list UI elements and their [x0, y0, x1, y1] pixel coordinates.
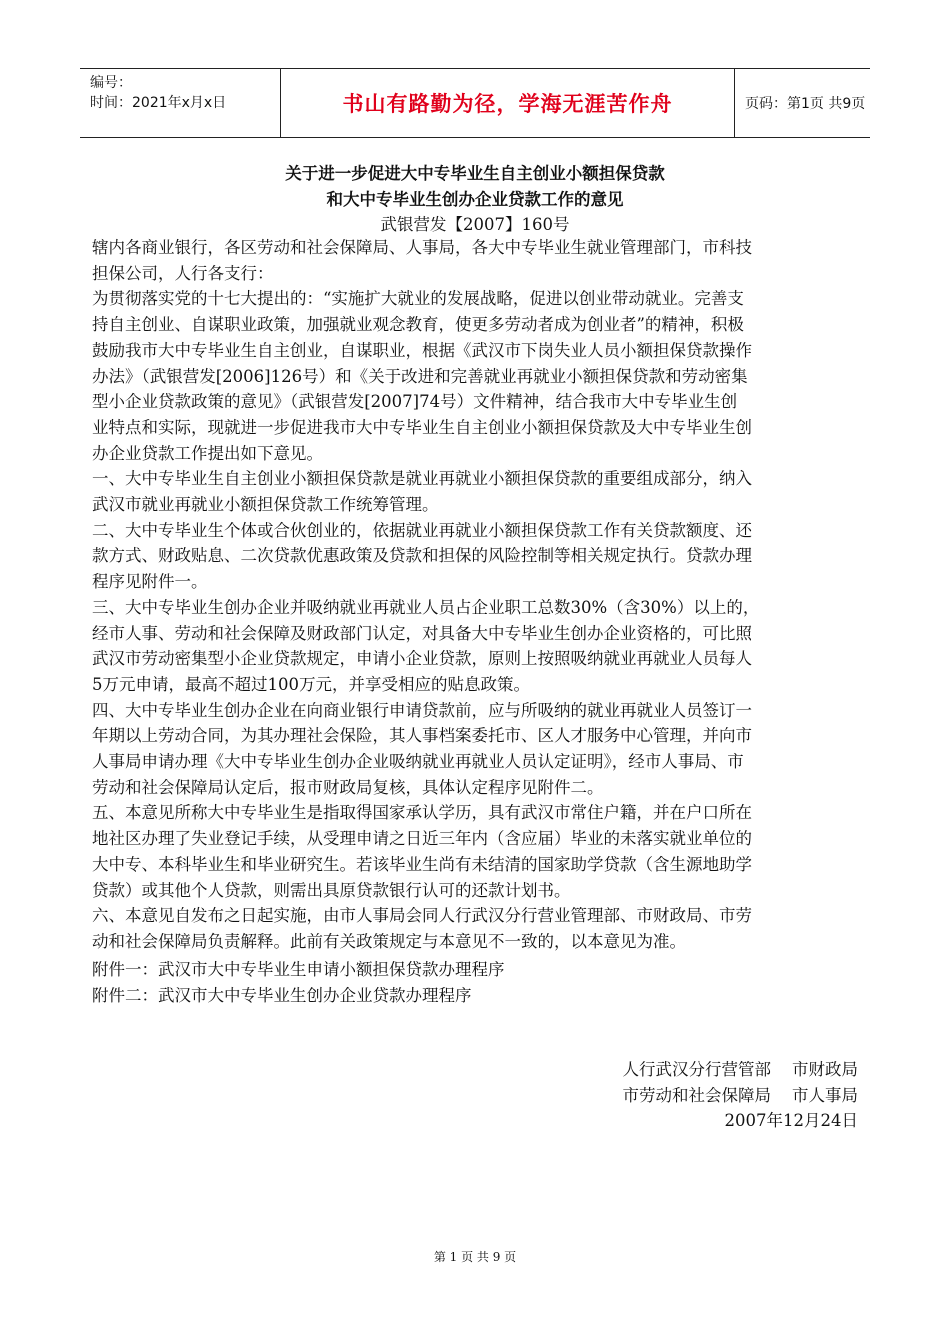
- body-line: 为贯彻落实党的十七大提出的：“实施扩大就业的发展战略，促进以创业带动就业。完善支: [92, 289, 744, 309]
- header-left-cell: [80, 69, 280, 137]
- body-line: 经市人事、劳动和社会保障及财政部门认定，对具备大中专毕业生创办企业资格的，可比照: [92, 623, 752, 643]
- body-line: 持自主创业、自谋职业政策，加强就业观念教育，使更多劳动者成为创业者”的精神，积极: [92, 315, 744, 335]
- body-line: 人事局申请办理《大中专毕业生创办企业吸纳就业再就业人员认定证明》，经市人事局、市: [92, 752, 744, 771]
- body-line: 三、大中专毕业生创办企业并吸纳就业再就业人员占企业职工总数30%（含30%）以上的，: [92, 597, 760, 617]
- attachment-2: 附件二：武汉市大中专毕业生创办企业贷款办理程序: [92, 986, 472, 1005]
- body-line: 六、本意见自发布之日起实施，由市人事局会同人行武汉分行营业管理部、市财政局、市劳: [92, 906, 752, 926]
- motto-text: 书山有路勤为径，学海无涯苦作舟: [342, 92, 673, 116]
- body-line: 款方式、财政贴息、二次贷款优惠政策及贷款和担保的风险控制等相关规定执行。贷款办理: [92, 546, 752, 566]
- header-motto-cell: [280, 69, 735, 137]
- body-line: 型小企业贷款政策的意见》（武银营发[2007]74号）文件精神，结合我市大中专毕业生创: [92, 392, 738, 412]
- body-line: 年期以上劳动合同，为其办理社会保险，其人事档案委托市、区人才服务中心管理，并向市: [92, 726, 752, 746]
- document-header: [80, 68, 870, 138]
- signature-line-1: 人行武汉分行营管部 市财政局: [622, 1060, 858, 1079]
- page-footer: 第 1 页 共 9 页: [433, 1250, 517, 1264]
- body-line: 四、大中专毕业生创办企业在向商业银行申请贷款前，应与所吸纳的就业再就业人员签订一: [92, 700, 752, 720]
- document-number: 武银营发【2007】160号: [380, 215, 570, 234]
- body-line: 辖内各商业银行，各区劳动和社会保障局、人事局，各大中专毕业生就业管理部门，市科技: [92, 238, 752, 257]
- body-line: 地社区办理了失业登记手续，从受理申请之日近三年内（含应届）毕业的未落实就业单位的: [92, 829, 752, 849]
- body-line: 动和社会保障局负责解释。此前有关政策规定与本意见不一致的，以本意见为准。: [92, 931, 686, 951]
- body-line: 程序见附件一。: [92, 572, 208, 592]
- signature-date: 2007年12月24日: [724, 1111, 858, 1130]
- body-line: 五、本意见所称大中专毕业生是指取得国家承认学历，具有武汉市常住户籍，并在户口所在: [92, 803, 752, 823]
- body-line: 大中专、本科毕业生和毕业研究生。若该毕业生尚有未结清的国家助学贷款（含生源地助学: [92, 854, 752, 874]
- date-label: 时间：2021年x月x日: [90, 95, 227, 111]
- body-line: 担保公司，人行各支行：: [92, 263, 274, 283]
- body-line: 二、大中专毕业生个体或合伙创业的，依据就业再就业小额担保贷款工作有关贷款额度、还: [92, 520, 752, 540]
- body-line: 一、大中专毕业生自主创业小额担保贷款是就业再就业小额担保贷款的重要组成部分，纳入: [92, 469, 752, 489]
- body-line: 劳动和社会保障局认定后，报市财政局复核，具体认定程序见附件二。: [92, 777, 604, 797]
- body-line: 贷款）或其他个人贷款，则需出具原贷款银行认可的还款计划书。: [92, 880, 571, 900]
- signature-line-2: 市劳动和社会保障局 市人事局: [622, 1086, 858, 1105]
- attachment-1: 附件一：武汉市大中专毕业生申请小额担保贷款办理程序: [92, 960, 505, 979]
- body-line: 办法》（武银营发[2006]126号）和《关于改进和完善就业再就业小额担保贷款和劳动密集: [92, 366, 748, 386]
- document-title-line-2: 和大中专毕业生创办企业贷款工作的意见: [326, 190, 624, 209]
- body-line: 5万元申请，最高不超过100万元，并享受相应的贴息政策。: [92, 674, 530, 694]
- header-page-cell: [735, 69, 870, 137]
- body-line: 鼓励我市大中专毕业生自主创业，自谋职业，根据《武汉市下岗失业人员小额担保贷款操作: [92, 340, 752, 360]
- body-line: 武汉市劳动密集型小企业贷款规定，申请小企业贷款，原则上按照吸纳就业再就业人员每人: [92, 649, 752, 669]
- body-line: 业特点和实际，现就进一步促进我市大中专毕业生自主创业小额担保贷款及大中专毕业生创: [92, 417, 752, 437]
- body-line: 武汉市就业再就业小额担保贷款工作统筹管理。: [92, 495, 439, 514]
- body-line: 办企业贷款工作提出如下意见。: [92, 443, 323, 463]
- page-info: 页码：第1页 共9页: [745, 96, 866, 112]
- number-label: 编号：: [90, 75, 132, 91]
- document-title-line-1: 关于进一步促进大中专毕业生自主创业小额担保贷款: [285, 164, 665, 183]
